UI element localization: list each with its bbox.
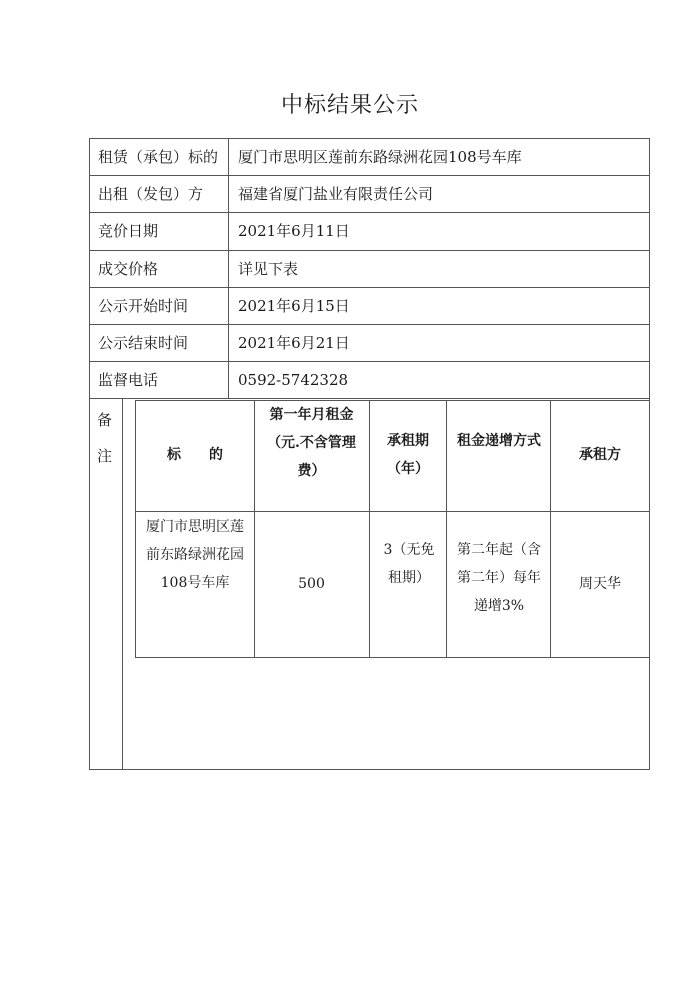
- header-rent-increase: 租金递增方式: [457, 433, 541, 449]
- row-value-subject: 厦门市思明区莲前东路绿洲花园108号车库: [238, 148, 522, 166]
- row-divider: [89, 175, 650, 176]
- row-label-start: 公示开始时间: [98, 297, 189, 315]
- row-label-phone: 监督电话: [98, 371, 159, 389]
- header-lease-term: 承租期（年）: [387, 433, 429, 477]
- header-monthly-rent: 第一年月租金（元.不含管理费）: [267, 407, 356, 479]
- inner-table-divider: [135, 511, 650, 512]
- remarks-divider: [122, 398, 123, 769]
- table-border-left: [89, 138, 90, 770]
- row-label-end: 公示结束时间: [98, 334, 189, 352]
- remarks-label-1: 备: [97, 411, 113, 429]
- row-divider: [89, 361, 650, 362]
- cell-lease-term: 3（无免租期）: [383, 542, 435, 586]
- header-lessee: 承租方: [579, 447, 621, 463]
- row-divider: [89, 250, 650, 251]
- row-label-subject: 租赁（承包）标的: [98, 148, 219, 166]
- row-label-bid-date: 竞价日期: [98, 222, 159, 240]
- inner-col-line: [550, 400, 551, 658]
- column-divider: [228, 138, 229, 398]
- row-value-phone: 0592-5742328: [238, 371, 349, 389]
- cell-lessee: 周天华: [579, 576, 621, 592]
- row-divider: [89, 287, 650, 288]
- inner-col-line: [254, 400, 255, 658]
- table-border-top: [89, 138, 650, 139]
- cell-subject: 厦门市思明区莲前东路绿洲花园108号车库: [146, 519, 244, 591]
- inner-col-line: [369, 400, 370, 658]
- header-subject: 标 的: [167, 447, 223, 463]
- row-value-bid-date: 2021年6月11日: [238, 222, 350, 240]
- cell-rent-increase: 第二年起（含第二年）每年递增3%: [457, 542, 541, 614]
- table-border-bottom: [89, 769, 650, 770]
- inner-col-line: [135, 400, 136, 658]
- cell-monthly-rent: 500: [298, 576, 325, 592]
- row-value-end: 2021年6月21日: [238, 334, 350, 352]
- inner-table-top: [135, 400, 650, 401]
- inner-table-bottom: [135, 657, 650, 658]
- row-divider: [89, 212, 650, 213]
- inner-col-line: [446, 400, 447, 658]
- row-divider: [89, 398, 650, 399]
- remarks-label-2: 注: [97, 447, 113, 465]
- row-value-lessor: 福建省厦门盐业有限责任公司: [238, 185, 434, 203]
- page-title: 中标结果公示: [280, 93, 419, 118]
- row-label-price: 成交价格: [98, 260, 159, 278]
- table-border-right: [649, 138, 650, 770]
- row-label-lessor: 出租（发包）方: [98, 185, 204, 203]
- row-value-price: 详见下表: [238, 260, 299, 278]
- row-divider: [89, 324, 650, 325]
- row-value-start: 2021年6月15日: [238, 297, 350, 315]
